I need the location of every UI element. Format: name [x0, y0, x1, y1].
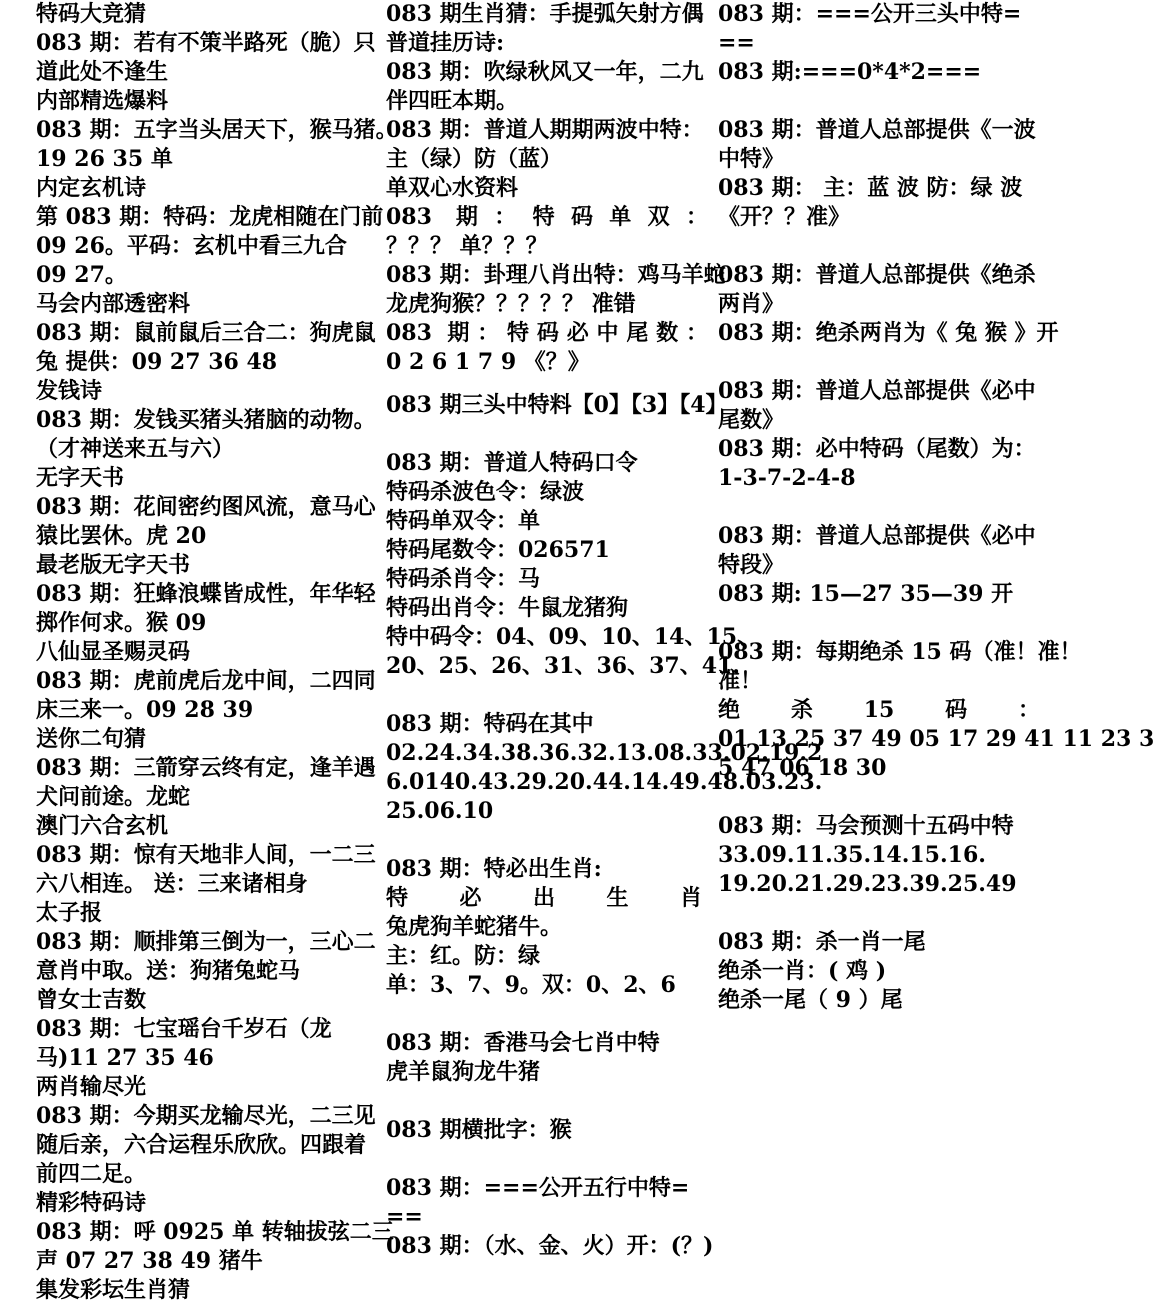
text-line: 083 期:===0*4*2===: [718, 59, 982, 85]
text-line: 特中码令：04、09、10、14、15、: [386, 624, 760, 650]
text-line: 道此处不逢生: [36, 59, 169, 85]
text-line: 六八相连。 送：三来诸相身: [36, 871, 308, 897]
text-line: 083 期：绝杀两肖为《 兔 猴 》开: [718, 320, 1059, 346]
tail-number-line: 083 期：特码必中尾数：: [386, 320, 708, 346]
text-line: 083 期生肖猜：手提弧矢射方偶: [386, 1, 704, 27]
text-line: 6.0140.43.29.20.44.14.49.48.03.23.: [386, 769, 823, 795]
text-line: 兔 提供：09 27 36 48: [36, 349, 278, 375]
odd-even-line: 083 期：特码单双：: [386, 204, 708, 230]
text-line: 《开？？准》: [718, 204, 851, 230]
text-line: ==: [386, 1204, 423, 1230]
must-zodiac-spaced: 特必出生肖: [386, 885, 708, 911]
text-line: 19 26 35 单: [36, 146, 173, 172]
text-line: 5 47 06 18 30: [718, 755, 887, 781]
text-line: 特码大竞猜: [36, 1, 147, 27]
text-line: 集发彩坛生肖猜: [36, 1277, 191, 1303]
text-line: 特码出肖令：牛鼠龙猪狗: [386, 595, 629, 621]
text-line: 普道挂历诗:: [386, 30, 505, 56]
block-must-tail: [718, 377, 1040, 493]
text-line: 犬问前途。龙蛇: [36, 784, 191, 810]
text-line: 083 期横批字：猴: [386, 1117, 572, 1143]
text-line: 083 期：===公开五行中特=: [386, 1175, 690, 1201]
text-line: 最老版无字天书: [36, 552, 191, 578]
text-line: 083 期：普道人总部提供《必中: [718, 378, 1036, 404]
text-line: 两肖输尽光: [36, 1074, 147, 1100]
text-line: 083 期：每期绝杀 15 码（准！准！: [718, 639, 1082, 665]
text-line: 精彩特码诗: [36, 1190, 147, 1216]
text-line: 主（绿）防（蓝）: [386, 146, 563, 172]
text-line: 083 期：发钱买猪头猪脑的动物。: [36, 407, 376, 433]
text-line: ？？？ 单？？？: [386, 233, 548, 259]
text-line: 送你二句猜: [36, 726, 147, 752]
text-line: 中特》: [718, 146, 785, 172]
block-kill-fifteen-numbers: [718, 725, 1154, 783]
text-line: 083 期：狂蜂浪蝶皆成性，年华轻: [36, 581, 376, 607]
block-one-wave: [718, 116, 1040, 232]
text-line: （才神送来五与六）: [36, 436, 235, 462]
block-odd-even: [386, 232, 726, 319]
text-line: 马会内部透密料: [36, 291, 191, 317]
text-line: 特码杀波色令：绿波: [386, 479, 585, 505]
text-line: 意肖中取。送：狗猪兔蛇马: [36, 958, 301, 984]
text-line: 单：3、7、9。双：0、2、6: [386, 972, 676, 998]
block-must-segment: [718, 522, 1040, 609]
block-five-elements: [386, 1174, 714, 1261]
text-line: 01 13 25 37 49 05 17 29 41 11 23 3: [718, 726, 1154, 752]
text-line: 083 期：顺排第三倒为一，三心二: [36, 929, 376, 955]
text-line: 特码尾数令：026571: [386, 537, 610, 563]
block-tail-number: [386, 348, 708, 377]
text-line: 太子报: [36, 900, 103, 926]
text-line: 083 期：杀一肖一尾: [718, 929, 926, 955]
text-line: 猿比罢休。虎 20: [36, 523, 207, 549]
text-line: 083 期：===公开三头中特=: [718, 1, 1022, 27]
text-line: 083 期：卦理八肖出特：鸡马羊蛇: [386, 262, 726, 288]
text-line: 083 期：鼠前鼠后三合二：狗虎鼠: [36, 320, 376, 346]
text-line: 虎羊鼠狗龙牛猪: [386, 1059, 541, 1085]
text-line: 083 期：三箭穿云终有定，逢羊遇: [36, 755, 376, 781]
column-right: [718, 0, 1154, 1015]
text-line: 两肖》: [718, 291, 785, 317]
text-line: 083 期：普道人特码口令: [386, 450, 638, 476]
text-line: 兔虎狗羊蛇猪牛。: [386, 914, 563, 940]
text-line: 083 期：特必出生肖:: [386, 856, 602, 882]
text-line: 083 期：特码在其中: [386, 711, 594, 737]
block-zodiac-guess: [386, 0, 708, 116]
text-line: 澳门六合玄机: [36, 813, 169, 839]
text-line: 083 期：若有不策半路死（脆）只: [36, 30, 376, 56]
text-line: 083 期：花间密约图风流，意马心: [36, 494, 376, 520]
text-line: 083 期：吹绿秋风又一年，二九: [386, 59, 704, 85]
text-line: 25.06.10: [386, 798, 494, 824]
block-hk-seven: [386, 1029, 708, 1087]
text-line: 33.09.11.35.14.15.16.: [718, 842, 986, 868]
text-line: 083 期：七宝瑶台千岁石（龙: [36, 1016, 332, 1042]
text-line: 伴四旺本期。: [386, 88, 519, 114]
text-line: 083 期：惊有天地非人间，一二三: [36, 842, 376, 868]
text-line: 内定玄机诗: [36, 175, 147, 201]
text-line: 09 27。: [36, 262, 127, 288]
text-line: 主：红。防：绿: [386, 943, 541, 969]
block-kill-one: [718, 928, 1040, 1015]
text-line: 09 26。平码：玄机中看三九合: [36, 233, 347, 259]
text-line: 19.20.21.29.23.39.25.49: [718, 871, 1017, 897]
block-two-waves: [386, 116, 708, 203]
text-line: 083 期：普道人期期两波中特：: [386, 117, 704, 143]
text-line: 0 2 6 1 7 9 《？》: [386, 349, 590, 375]
text-line: 无字天书: [36, 465, 125, 491]
text-line: 掷作何求。猴 09: [36, 610, 207, 636]
text-line: 特段》: [718, 552, 785, 578]
text-line: 083 期：香港马会七肖中特: [386, 1030, 660, 1056]
text-line: 八仙显圣赐灵码: [36, 639, 191, 665]
column-left: [36, 0, 398, 1305]
text-line: 083 期：普道人总部提供《绝杀: [718, 262, 1036, 288]
text-line: 083 期：呼 0925 单 转轴拔弦二三: [36, 1219, 394, 1245]
text-line: 随后亲，六合运程乐欣欣。四跟着: [36, 1132, 367, 1158]
text-line: 尾数》: [718, 407, 785, 433]
text-line: 床三来一。09 28 39: [36, 697, 254, 723]
text-line: 083 期: 15—27 35—39 开: [718, 581, 1014, 607]
text-line: 内部精选爆料: [36, 88, 169, 114]
text-line: 龙虎狗猴？？？？？ 准错: [386, 291, 636, 317]
block-three-heads: [386, 391, 728, 420]
block-banner-word: [386, 1116, 708, 1145]
text-line: 单双心水资料: [386, 175, 519, 201]
block-fifteen-codes: [718, 812, 1040, 899]
text-line: 发钱诗: [36, 378, 103, 404]
text-line: 曾女士吉数: [36, 987, 147, 1013]
text-line: 声 07 27 38 49 猪牛: [36, 1248, 263, 1274]
block-kill-two: [718, 261, 1059, 348]
text-line: 特码单双令：单: [386, 508, 541, 534]
block-kill-fifteen: [718, 638, 1082, 696]
text-line: 02.24.34.38.36.32.13.08.33.02.19.2: [386, 740, 823, 766]
text-line: 083 期：今期买龙输尽光，二三见: [36, 1103, 376, 1129]
text-line: 准！: [718, 668, 763, 694]
text-line: 083 期：必中特码（尾数）为：: [718, 436, 1036, 462]
text-line: 1-3-7-2-4-8: [718, 465, 856, 491]
block-three-heads-public: [718, 0, 1040, 87]
text-line: 083 期三头中特料【0】【3】【4】: [386, 392, 728, 418]
text-line: 特码杀肖令：马: [386, 566, 541, 592]
text-line: 083 期：普道人总部提供《必中: [718, 523, 1036, 549]
text-line: 第 083 期：特码：龙虎相随在门前: [36, 204, 384, 230]
text-line: 083 期： 主：蓝 波 防：绿 波: [718, 175, 1023, 201]
text-line: 083 期：马会预测十五码中特: [718, 813, 1014, 839]
text-line: 083 期：五字当头居天下，猴马猪。: [36, 117, 398, 143]
kill-fifteen-spaced: 绝杀15码：: [718, 697, 1040, 723]
text-line: 绝杀一尾（ 9 ）尾: [718, 987, 903, 1013]
text-line: 083 期：虎前虎后龙中间，二四同: [36, 668, 376, 694]
block-must-zodiac-detail: [386, 913, 708, 1000]
text-line: 绝杀一肖：( 鸡 ): [718, 958, 887, 984]
text-line: 前四二足。: [36, 1161, 147, 1187]
text-line: 083 期：普道人总部提供《一波: [718, 117, 1036, 143]
text-line: 20、25、26、31、36、37、41.: [386, 653, 740, 679]
text-line: 083 期：（水、金、火）开：(？): [386, 1233, 714, 1259]
block-must-zodiac: [386, 855, 708, 884]
text-line: ==: [718, 30, 755, 56]
text-line: 马)11 27 35 46: [36, 1045, 214, 1071]
